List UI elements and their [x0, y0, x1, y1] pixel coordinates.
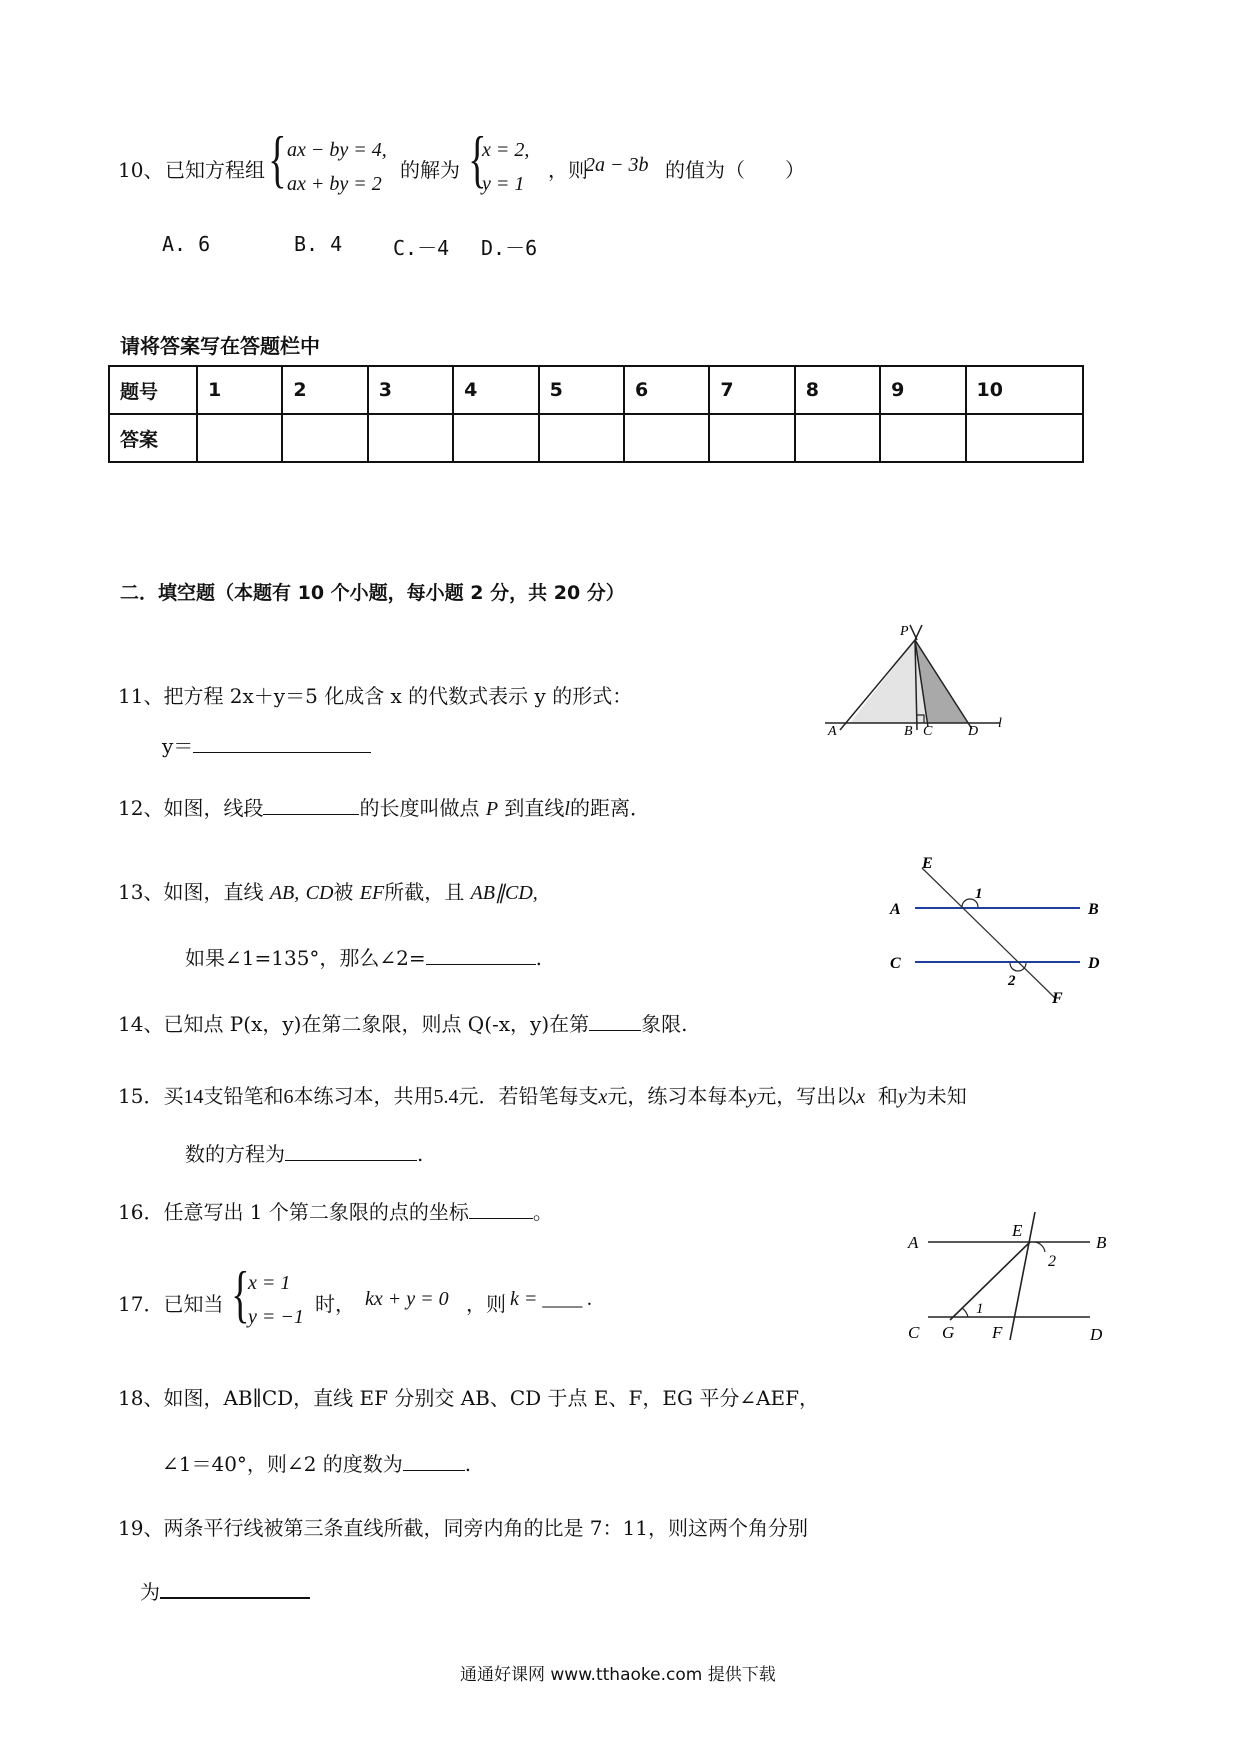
- q18-line-2: [162, 1448, 471, 1477]
- answer-table-number: 8: [795, 366, 880, 414]
- q13-cd: CD: [305, 882, 334, 904]
- q10-option-c: C.－4: [393, 236, 450, 260]
- q11-y-equals: y＝: [162, 734, 194, 758]
- q10-option-b: B. 4: [294, 232, 343, 256]
- q15-h: 为未知: [906, 1084, 967, 1108]
- answer-cell[interactable]: [880, 414, 965, 462]
- q10-expression: 2a − 3b: [585, 154, 649, 176]
- answer-cell[interactable]: [709, 414, 794, 462]
- answer-table-number: 3: [368, 366, 453, 414]
- q13-text-b: 被: [333, 880, 354, 904]
- fig13-label-c: C: [890, 955, 901, 972]
- fig18-label-c: C: [908, 1323, 920, 1342]
- answer-table-header-row: [109, 366, 1083, 414]
- q10-prefix: 已知方程组: [165, 158, 265, 182]
- q17-prefix: 17．已知当: [118, 1292, 224, 1316]
- q15-y: y: [747, 1086, 757, 1108]
- q15-d: 元．若铅笔每支: [458, 1084, 599, 1108]
- answer-table-number: 4: [453, 366, 538, 414]
- q14-prefix: 14、已知点 P(x，y)在第二象限，则点 Q(-x，y)在第: [118, 1012, 590, 1036]
- q15-c: 本练习本，共用: [293, 1084, 434, 1108]
- q16-text: [118, 1196, 553, 1225]
- fig13-label-a: A: [890, 901, 901, 918]
- q11-answer-blank[interactable]: [193, 732, 371, 753]
- q18-figure: [900, 1200, 1140, 1350]
- q12-line-l: l: [564, 798, 570, 820]
- fig18-label-1: 1: [976, 1301, 984, 1317]
- q15-line-1: [118, 1080, 967, 1109]
- q10-solution-1: x = 2,: [482, 139, 530, 161]
- fig13-label-2: 2: [1008, 973, 1016, 989]
- q13-question: 如果∠1=135°，那么∠2=: [185, 946, 426, 970]
- q17-condition-brace: {: [231, 1258, 250, 1329]
- fig12-label-l: l: [998, 716, 1002, 731]
- q12-point-p: P: [485, 798, 499, 820]
- q15-x2: x: [856, 1086, 866, 1108]
- q18-end: .: [464, 1452, 472, 1476]
- q14-answer-blank[interactable]: [589, 1010, 641, 1031]
- q13-figure: [880, 850, 1120, 1010]
- q12-answer-blank[interactable]: [263, 794, 359, 815]
- q10-equation-1: ax − by = 4,: [287, 139, 387, 161]
- q13-ef: EF: [359, 882, 385, 904]
- section-2-title: 二．填空题（本题有 10 个小题，每小题 2 分，共 20 分）: [120, 582, 625, 604]
- fig13-label-f: F: [1052, 990, 1063, 1007]
- answer-cell[interactable]: [282, 414, 367, 462]
- q11-line-2: [162, 730, 371, 759]
- q10-post-1: ，则: [548, 158, 588, 182]
- q13-text-a: 13、如图，直线: [118, 880, 264, 904]
- q14-text: [118, 1008, 688, 1037]
- fig18-label-2: 2: [1048, 1253, 1056, 1270]
- fig12-label-p: P: [900, 624, 909, 639]
- q13-ab: AB,: [269, 882, 300, 904]
- q13-line-1: [118, 876, 538, 905]
- q17-condition-1: x = 1: [248, 1272, 291, 1294]
- q10-solution-2: y = 1: [482, 173, 525, 195]
- q15-line-2: [185, 1138, 423, 1167]
- answer-cell[interactable]: [624, 414, 709, 462]
- q15-x: x: [598, 1086, 608, 1108]
- q17-mid-2: ，则: [466, 1292, 506, 1316]
- q16-post: 。: [532, 1200, 553, 1224]
- q15-n3: 5.4: [433, 1086, 459, 1108]
- q10-number: 10、: [118, 158, 164, 182]
- q12-prefix: 12、如图，线段: [118, 796, 264, 820]
- answer-table-number: 5: [539, 366, 624, 414]
- fig13-label-e: E: [922, 855, 933, 872]
- q15-y2: y: [897, 1086, 907, 1108]
- q13-end: .: [535, 946, 543, 970]
- answer-cell[interactable]: [539, 414, 624, 462]
- q17-condition-2: y = −1: [248, 1306, 304, 1328]
- answer-table-number: 6: [624, 366, 709, 414]
- fig13-label-1: 1: [975, 886, 983, 902]
- q17-equation: kx + y = 0: [365, 1288, 449, 1310]
- q10-option-d: D.－6: [481, 236, 538, 260]
- answer-table-answer-row: [109, 414, 1083, 462]
- q12-post-2: 到直线: [504, 796, 565, 820]
- answer-table-number: 9: [880, 366, 965, 414]
- q15-e: 元，练习本每本: [607, 1084, 748, 1108]
- answer-table-number: 1: [197, 366, 282, 414]
- q10-post-2: 的值为（ ）: [665, 158, 805, 182]
- q19-line-2: [140, 1576, 310, 1605]
- q10-solution-brace: {: [468, 123, 487, 194]
- q16-answer-blank[interactable]: [469, 1198, 533, 1219]
- answer-table-number: 2: [282, 366, 367, 414]
- answer-table-number: 7: [709, 366, 794, 414]
- answer-table-label-number: 题号: [109, 366, 197, 414]
- q10-system-brace: {: [268, 123, 287, 194]
- q12-post-3: 的距离．: [569, 796, 650, 820]
- q19-line-1: 19、两条平行线被第三条直线所截，同旁内角的比是 7：11，则这两个角分别: [118, 1516, 808, 1540]
- q12-post-1: 的长度叫做点: [359, 796, 480, 820]
- q11-line-1: 11、把方程 2x＋y＝5 化成含 x 的代数式表示 y 的形式：: [118, 684, 633, 708]
- q15-g: 和: [877, 1084, 898, 1108]
- q15-a: 15．买: [118, 1084, 184, 1108]
- fig12-label-a: A: [828, 724, 837, 735]
- q16-prefix: 16．任意写出 1 个第二象限的点的坐标: [118, 1200, 469, 1224]
- q15-end: .: [417, 1142, 424, 1166]
- q19-wei: 为: [140, 1580, 160, 1604]
- fig12-label-b: B: [904, 724, 913, 735]
- q15-n1: 14: [183, 1086, 204, 1108]
- fig12-label-c: C: [923, 724, 933, 735]
- q12-text: [118, 792, 650, 821]
- q18-line-1: 18、如图，AB∥CD，直线 EF 分别交 AB、CD 于点 E、F，EG 平分∠AEF，: [118, 1386, 819, 1410]
- fig12-label-d: D: [968, 724, 979, 735]
- q14-post: 象限.: [641, 1012, 688, 1036]
- q15-answer-blank[interactable]: [285, 1140, 417, 1161]
- fig18-label-b: B: [1096, 1233, 1107, 1252]
- answer-cell[interactable]: [368, 414, 453, 462]
- q10-option-a: A. 6: [162, 232, 211, 256]
- q10-equation-2: ax + by = 2: [287, 173, 382, 195]
- fig18-label-d: D: [1090, 1325, 1103, 1344]
- q15-b: 支铅笔和: [203, 1084, 284, 1108]
- fig18-label-f: F: [992, 1323, 1003, 1342]
- answer-note: 请将答案写在答题栏中: [120, 334, 320, 358]
- q10-mid-text: 的解为: [400, 158, 460, 182]
- q13-ab-parallel-cd: AB∥CD,: [470, 882, 538, 904]
- q15-question: 数的方程为: [185, 1142, 285, 1166]
- q17-mid: 时，: [315, 1292, 355, 1316]
- q15-f: 元，写出以: [756, 1084, 857, 1108]
- answer-cell[interactable]: [197, 414, 282, 462]
- q13-answer-blank[interactable]: [426, 944, 536, 965]
- answer-table: [108, 365, 1084, 463]
- answer-cell[interactable]: [966, 414, 1083, 462]
- q17-k-blank[interactable]: k = ____ .: [510, 1288, 593, 1310]
- page-footer: 通通好课网 www.tthaoke.com 提供下载: [460, 1665, 776, 1685]
- q13-line-2: [185, 942, 542, 971]
- fig18-label-a: A: [908, 1233, 919, 1252]
- fig18-label-g: G: [942, 1323, 955, 1342]
- q18-answer-blank[interactable]: [403, 1450, 465, 1471]
- q13-text-c: 所截，且: [384, 880, 465, 904]
- q15-n2: 6: [283, 1086, 294, 1108]
- q18-question: ∠1＝40°，则∠2 的度数为: [162, 1452, 403, 1476]
- answer-cell[interactable]: [453, 414, 538, 462]
- q19-answer-blank[interactable]: [160, 1577, 310, 1599]
- fig18-label-e: E: [1012, 1221, 1023, 1240]
- answer-cell[interactable]: [795, 414, 880, 462]
- fig13-label-d: D: [1088, 955, 1100, 972]
- q12-figure: [820, 615, 1010, 735]
- answer-table-label-answer: 答案: [109, 414, 197, 462]
- answer-table-number: 10: [966, 366, 1083, 414]
- fig13-label-b: B: [1088, 901, 1099, 918]
